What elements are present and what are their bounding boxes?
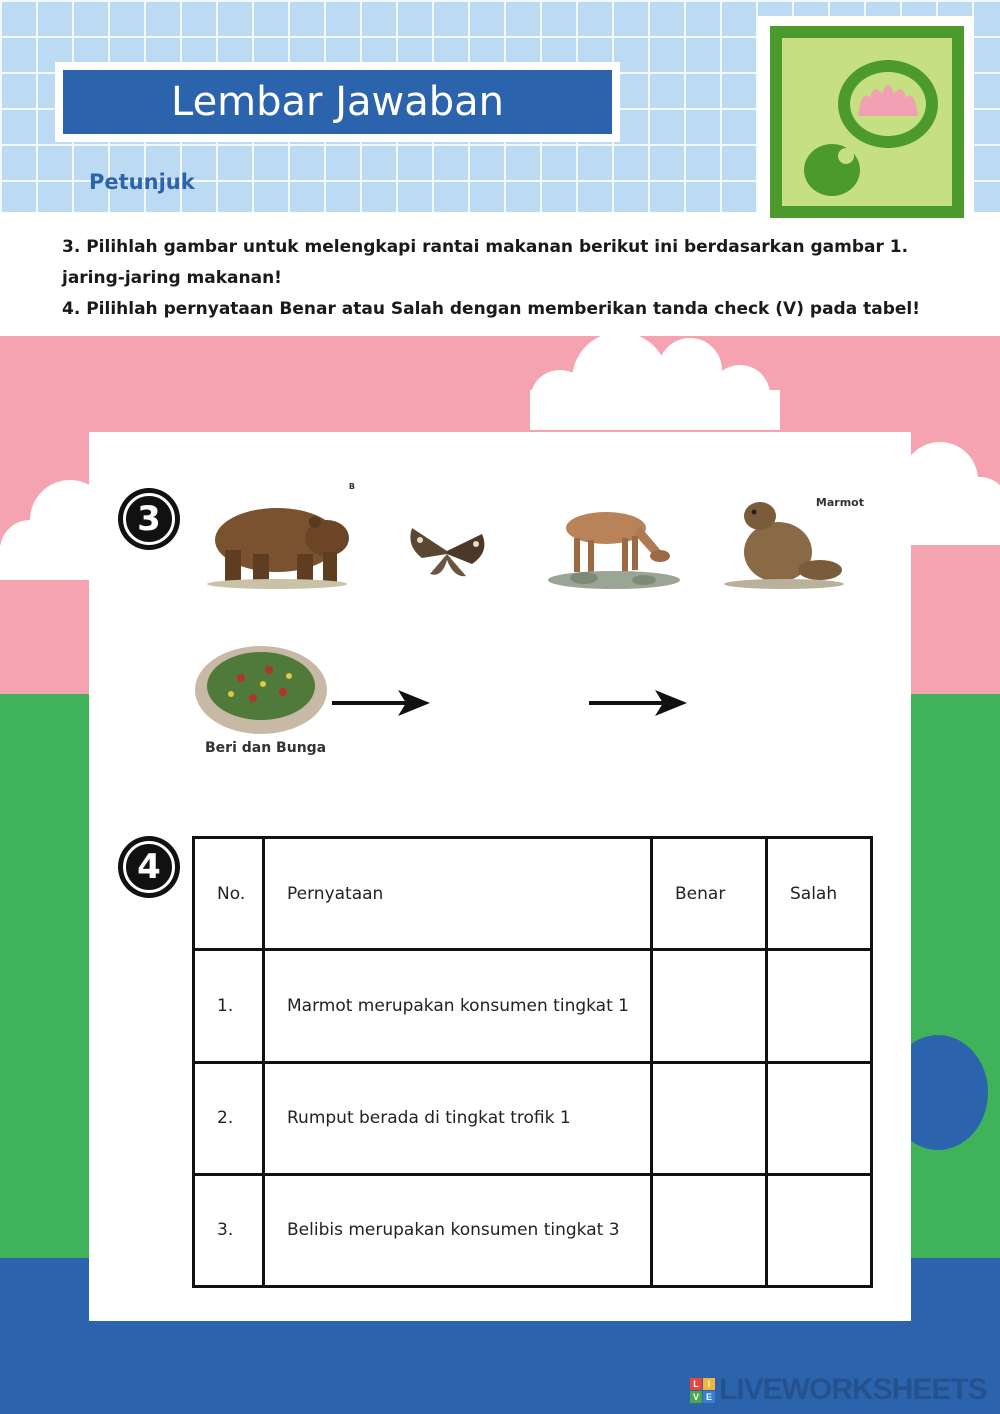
section-number: 3 <box>123 493 175 545</box>
table-row <box>194 1062 872 1174</box>
row-number: 3. <box>194 1174 264 1286</box>
liveworksheets-logo-icon <box>690 1378 715 1403</box>
section-3-badge <box>118 488 180 550</box>
bear-image[interactable] <box>197 480 357 590</box>
instruction-line: 4. Pilihlah pernyataan Benar atau Salah dengan memberikan tanda check (V) pada tabel! <box>62 299 920 319</box>
header-statement: Pernyataan <box>264 838 652 950</box>
berries-image-label: Beri dan Bunga <box>205 740 327 756</box>
row-number: 2. <box>194 1062 264 1174</box>
arrow-right-icon <box>589 688 689 718</box>
cloud-decoration <box>520 330 790 430</box>
row-statement: Rumput berada di tingkat trofik 1 <box>264 1062 652 1174</box>
salah-checkbox[interactable] <box>767 1174 872 1286</box>
liveworksheets-brand: LIVEWORKSHEETS <box>719 1373 987 1406</box>
row-statement: Marmot merupakan konsumen tingkat 1 <box>264 950 652 1062</box>
berries-image <box>191 640 333 766</box>
instructions-text <box>62 232 962 325</box>
cloud-decoration <box>900 425 1000 545</box>
row-number: 1. <box>194 950 264 1062</box>
logo-letter: I <box>703 1378 715 1390</box>
title-banner <box>55 62 620 142</box>
instructions-heading: Petunjuk <box>89 170 195 194</box>
benar-checkbox[interactable] <box>652 1174 767 1286</box>
section-4-badge <box>118 836 180 898</box>
arrow-right-icon <box>332 688 432 718</box>
true-false-table <box>192 836 873 1288</box>
page-title: Lembar Jawaban <box>170 79 504 125</box>
benar-checkbox[interactable] <box>652 1062 767 1174</box>
table-row <box>194 1174 872 1286</box>
header-benar: Benar <box>652 838 767 950</box>
header-salah: Salah <box>767 838 872 950</box>
logo-letter: V <box>690 1391 702 1403</box>
row-statement: Belibis merupakan konsumen tingkat 3 <box>264 1174 652 1286</box>
table-header-row <box>194 838 872 950</box>
logo-letter: L <box>690 1378 702 1390</box>
instruction-line: 3. Pilihlah gambar untuk melengkapi rantai makanan berikut ini berdasarkan gambar 1. <box>62 237 909 257</box>
deer-image[interactable] <box>544 486 684 590</box>
marmot-image-label: Marmot <box>815 496 864 509</box>
header-no: No. <box>194 838 264 950</box>
lotus-logo <box>758 16 974 224</box>
salah-checkbox[interactable] <box>767 950 872 1062</box>
marmot-image[interactable] <box>724 486 866 590</box>
butterfly-image[interactable] <box>402 516 492 586</box>
liveworksheets-logo[interactable] <box>690 1372 987 1408</box>
logo-letter: E <box>703 1391 715 1403</box>
salah-checkbox[interactable] <box>767 1062 872 1174</box>
table-row <box>194 950 872 1062</box>
instruction-line: jaring-jaring makanan! <box>62 268 282 288</box>
bear-image-label: B <box>348 482 355 491</box>
benar-checkbox[interactable] <box>652 950 767 1062</box>
section-number: 4 <box>123 841 175 893</box>
